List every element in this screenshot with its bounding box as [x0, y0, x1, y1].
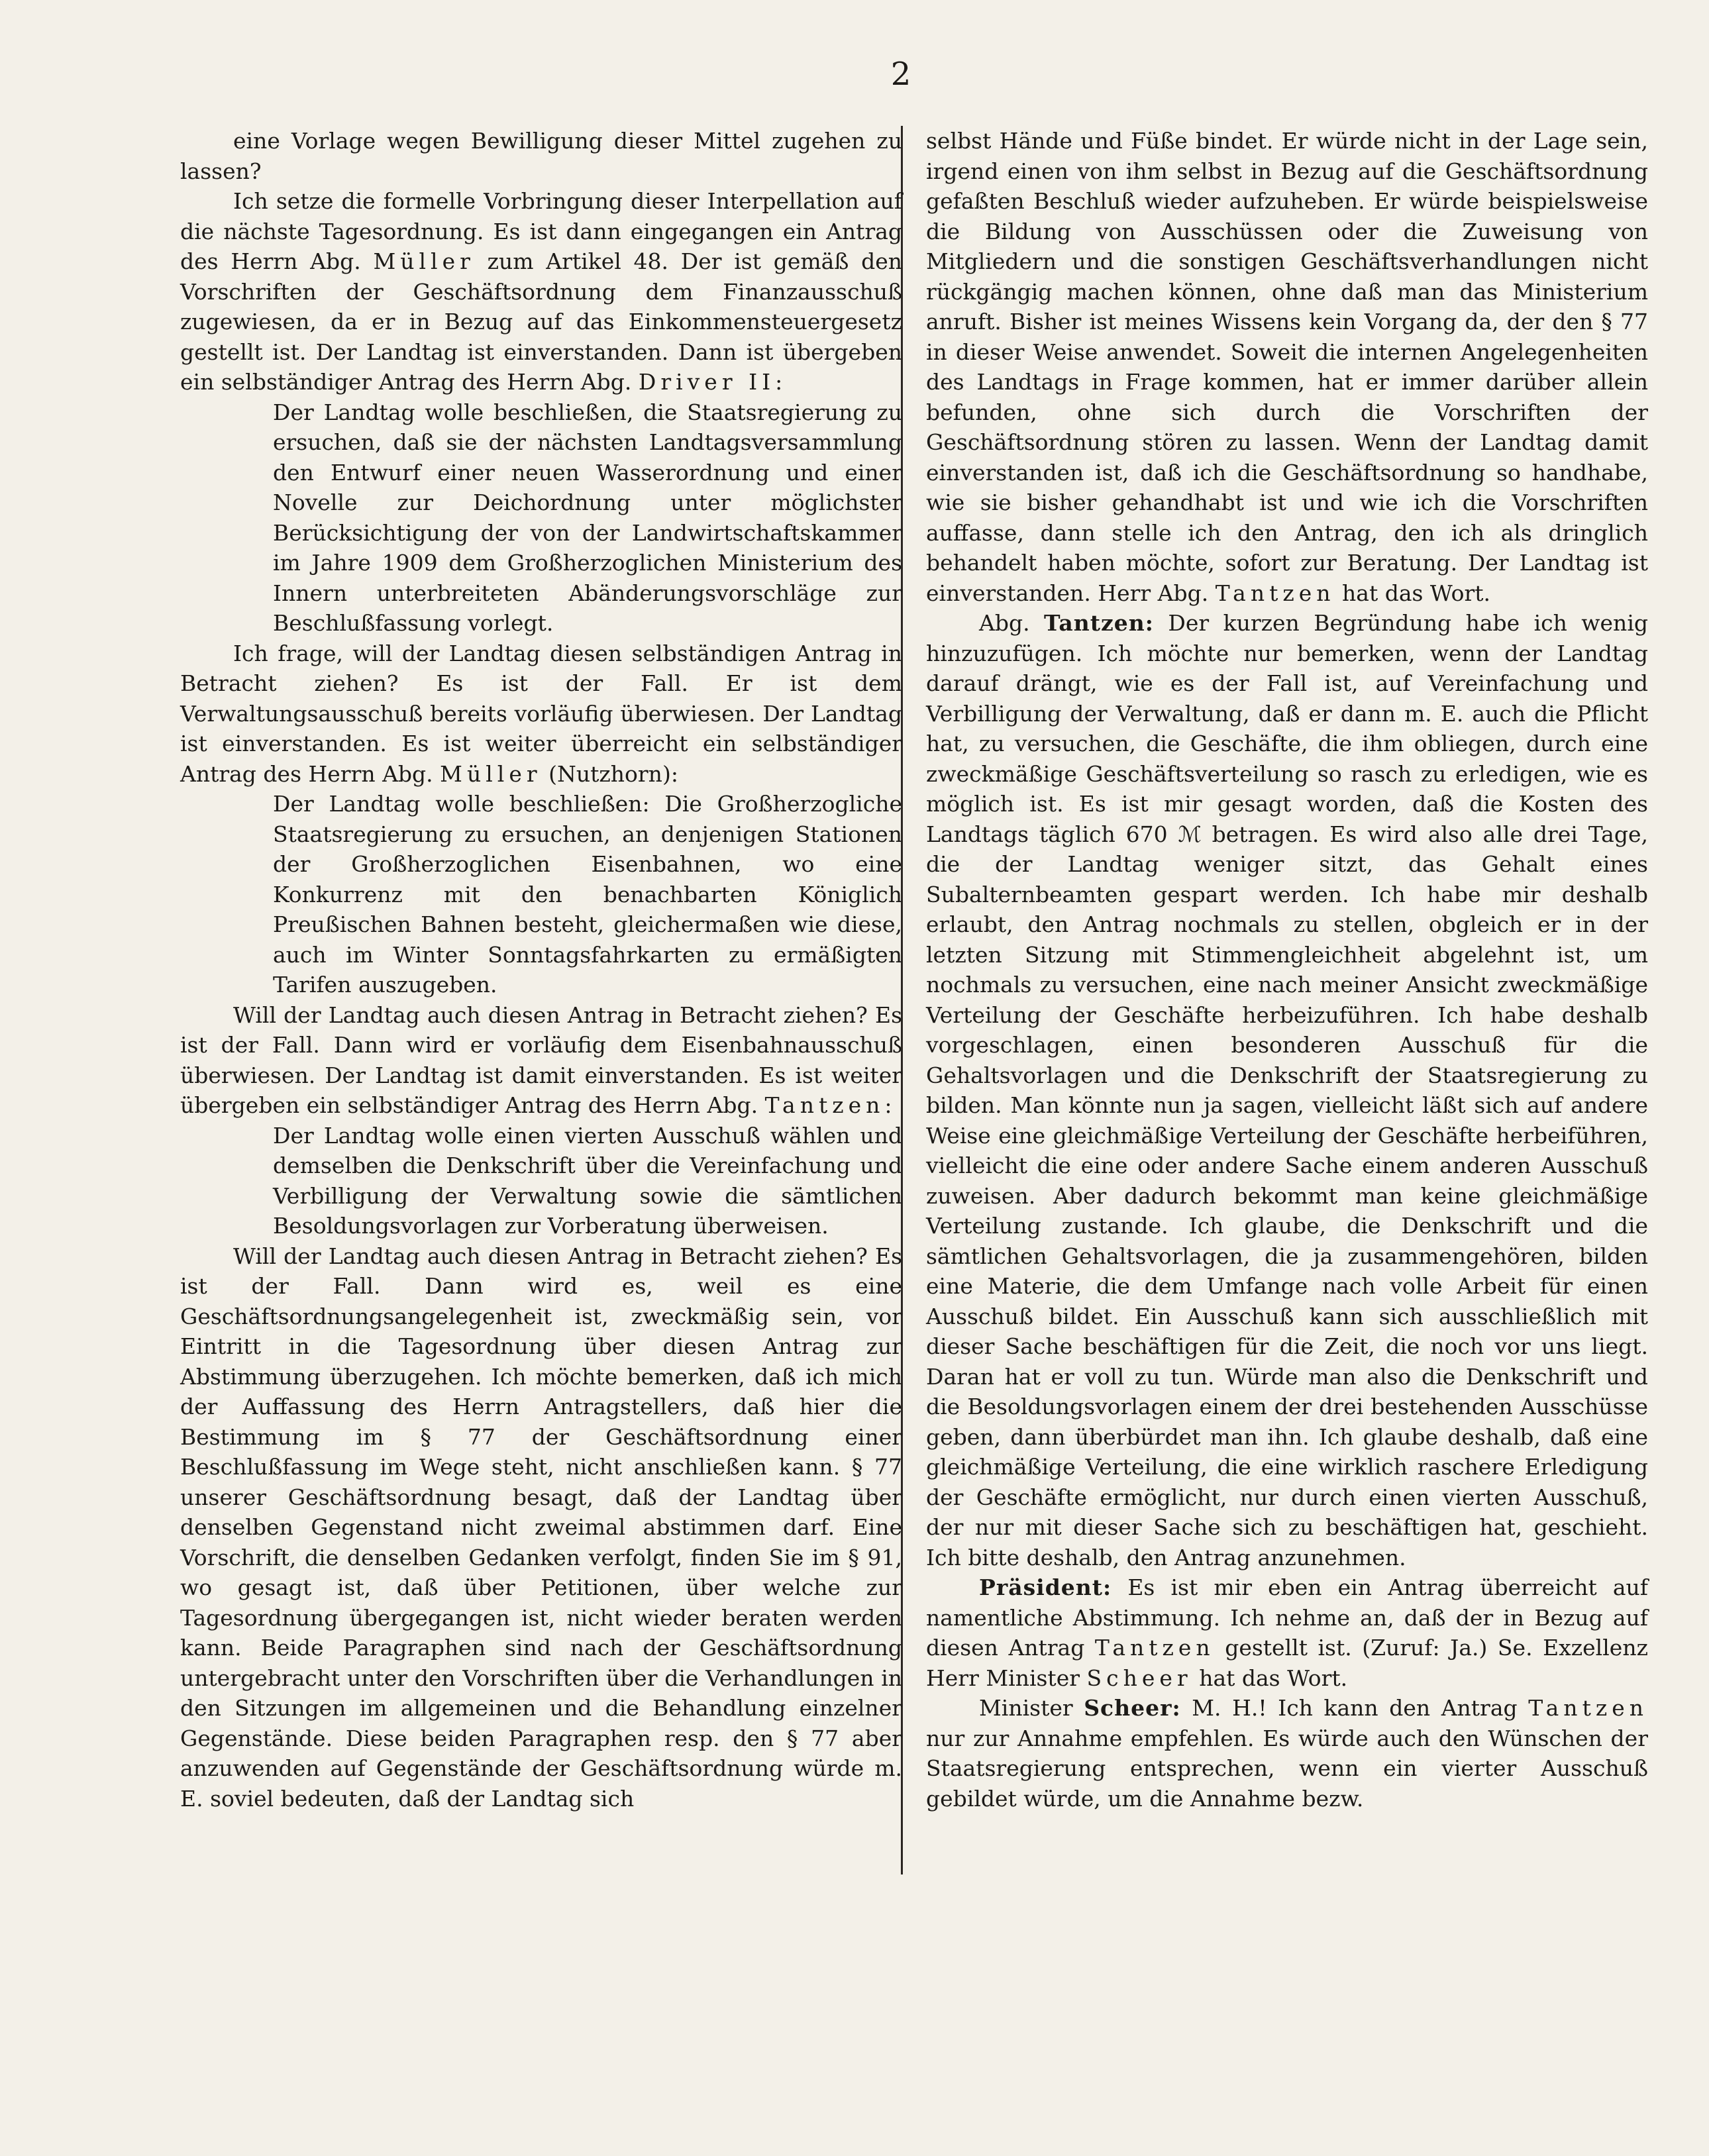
paragraph-continuation: [180, 126, 902, 186]
right-column: [926, 126, 1648, 1814]
speech-text: M. H.! Ich kann den Antrag: [1192, 1695, 1518, 1721]
speaker-name: Scheer:: [1084, 1695, 1181, 1721]
paragraph-text: (Nutzhorn):: [548, 760, 678, 787]
motion-quote-railway-tickets: Der Landtag wolle beschließen: Die Großherzogliche Staatsregierung zu ersuchen, an denjenigen Stationen der Großherzoglichen Eisenbahnen, wo eine Konkurrenz mit den benachbarten Königlich Preußischen Bahnen besteht, gleichermaßen wie diese, auch im Winter Sonntagsfahrkarten zu ermäßigten Tarifen auszugeben.: [273, 791, 902, 998]
member-name: Müller: [440, 760, 542, 787]
paragraph-text: Ich frage, will der Landtag diesen selbständigen Antrag in Betracht ziehen? Es ist der Fall. Er ist dem Verwaltungsausschuß bereits vorläufig überwiesen. Der Landtag ist einverstanden. Es ist weiter überreicht ein selbständiger Antrag des Herrn Abg.: [180, 640, 902, 787]
speaker-title: Minister: [979, 1695, 1073, 1721]
page-number: 2: [890, 56, 911, 93]
paragraph-text: zum Artikel 48. Der ist gemäß den Vorschriften der Geschäftsordnung dem Finanzausschuß zugewiesen, da er in Bezug auf das Einkommensteuergesetz gestellt ist. Der Landtag ist einverstanden. Dann ist übergeben ein selbständiger Antrag des Herrn Abg.: [180, 248, 902, 395]
member-name: Scheer: [1086, 1665, 1192, 1691]
member-name: Driver II: [638, 369, 776, 395]
member-name: Müller: [373, 248, 475, 274]
speech-text: gestellt ist. (Zuruf: Ja.) Se. Exzellenz Herr Minister: [926, 1635, 1648, 1691]
member-name: Tantzen: [764, 1092, 885, 1118]
paragraph-text: Will der Landtag auch diesen Antrag in Betracht ziehen? Es ist der Fall. Dann wird er vorläufig dem Eisenbahnausschuß überwiesen. Der Landtag ist damit einverstanden. Es ist weiter übergeben ein selbständiger Antrag des Herrn Abg.: [180, 1001, 902, 1118]
paragraph-rules-discussion: Will der Landtag auch diesen Antrag in Betracht ziehen? Es ist der Fall. Dann wird es, weil es eine Geschäftsordnungsangelegenheit ist, zweckmäßig sein, vor Eintritt in die Tagesordnung über diesen Antrag zur Abstimmung überzugehen. Ich möchte bemerken, daß ich mich der Auffassung des Herrn Antragstellers, daß hier die Bestimmung im § 77 der Geschäftsordnung einer Beschlußfassung im Wege steht, nicht anschließen kann. § 77 unserer Geschäftsordnung besagt, daß der Landtag über denselben Gegenstand nicht zweimal abstimmen darf. Eine Vorschrift, die denselben Gedanken verfolgt, finden Sie im § 91, wo gesagt ist, daß über Petitionen, über welche zur Tagesordnung übergegangen ist, nicht wieder beraten werden kann. Beide Paragraphen sind nach der Geschäftsordnung untergebracht unter den Vorschriften über die Verhandlungen in den Sitzungen im allgemeinen und die Behandlung einzelner Gegenstände. Diese beiden Paragraphen resp. den § 77 aber anzuwenden auf Gegenstände der Geschäftsordnung würde m. E. soviel bedeuten, daß der Landtag sich: [180, 1243, 902, 1812]
speech-tantzen: [926, 608, 1648, 1572]
paragraph-text: hat das Wort.: [1342, 580, 1491, 606]
speaker-name: Präsident:: [979, 1574, 1112, 1600]
motion-quote-water-ordinance: Der Landtag wolle beschließen, die Staatsregierung zu ersuchen, daß sie der nächsten Landtagsversammlung den Entwurf einer neuen Wasserordnung und einer Novelle zur Deichordnung unter möglichster Berücksichtigung der von der Landwirtschaftskammer im Jahre 1909 dem Großherzoglichen Ministerium des Innern unterbreiteten Abänderungsvorschläge zur Beschlußfassung vorlegt.: [273, 399, 902, 636]
paragraph-motion-referral: [180, 639, 902, 790]
paragraph-text: eine Vorlage wegen Bewilligung dieser Mittel zugehen zu lassen?: [180, 128, 902, 184]
member-name: Tantzen: [1528, 1695, 1648, 1721]
paragraph-text: selbst Hände und Füße bindet. Er würde nicht in der Lage sein, irgend einen von ihm selbst in Bezug auf die Geschäftsordnung gefaßten Beschluß wieder aufzuheben. Er würde beispielsweise die Bildung von Ausschüssen oder die Zuweisung von Mitgliedern und die sonstigen Geschäftsverhandlungen nicht rückgängig machen können, ohne daß man das Ministerium anruft. Bisher ist meines Wissens kein Vorgang da, der den § 77 in dieser Weise anwendet. Soweit die internen Angelegenheiten des Landtags in Frage kommen, hat er immer darüber allein befunden, ohne sich durch die Vorschriften der Geschäftsordnung stören zu lassen. Wenn der Landtag damit einverstanden ist, daß ich die Geschäftsordnung so handhabe, wie sie bisher gehandhabt ist und wie ich die Vorschriften auffasse, dann stelle ich den Antrag, den ich als dringlich behandelt haben möchte, sofort zur Beratung. Der Landtag ist einverstanden. Herr Abg.: [926, 128, 1648, 606]
speech-text: hat das Wort.: [1199, 1665, 1348, 1691]
paragraph-railway-referral: [180, 1000, 902, 1121]
motion-quote-fourth-committee: Der Landtag wolle einen vierten Ausschuß wählen und demselben die Denkschrift über die Vereinfachung und Verbilligung der Verwaltung sowie die sämtlichen Besoldungsvorlagen zur Vorberatung überweisen.: [273, 1122, 902, 1239]
left-column: [180, 126, 902, 1814]
paragraph-rules-continued: [926, 126, 1648, 608]
speech-text: Es ist mir eben ein Antrag überreicht auf namentliche Abstimmung. Ich nehme an, daß der in Bezug auf diesen Antrag: [926, 1574, 1648, 1661]
paragraph-text: :: [775, 369, 783, 395]
speaker-name: Tantzen:: [1044, 610, 1154, 636]
paragraph-text: :: [884, 1092, 892, 1118]
paragraph-agenda: [180, 186, 902, 397]
member-name: Tantzen: [1094, 1635, 1215, 1661]
speaker-title: Abg.: [979, 610, 1030, 636]
member-name: Tantzen: [1215, 580, 1335, 606]
speech-text: Der kurzen Begründung habe ich wenig hinzuzufügen. Ich möchte nur bemerken, wenn der Landtag darauf drängt, wie es der Fall ist, auf Vereinfachung und Verbilligung der Verwaltung, daß er dann m. E. auch die Pflicht hat, zu versuchen, die Geschäfte, die ihm obliegen, durch eine zweckmäßige Geschäftsverteilung so rasch zu erledigen, wie es möglich ist. Es ist mir gesagt worden, daß die Kosten des Landtags täglich 670 ℳ betragen. Es wird also alle drei Tage, die der Landtag weniger sitzt, das Gehalt eines Subalternbeamten gespart werden. Ich habe mir deshalb erlaubt, den Antrag nochmals zu stellen, obgleich er in der letzten Sitzung mit Stimmengleichheit abgelehnt ist, um nochmals zu versuchen, eine nach meiner Ansicht zweckmäßige Verteilung der Geschäfte herbeizuführen. Ich habe deshalb vorgeschlagen, einen besonderen Ausschuß für die Gehaltsvorlagen und die Denkschrift der Staatsregierung zu bilden. Man könnte nun ja sagen, vielleicht läßt sich auf andere Weise eine gleichmäßige Verteilung der Geschäfte herbeiführen, vielleicht die eine oder andere Sache einem anderen Ausschuß zuweisen. Aber dadurch bekommt man keine gleichmäßige Verteilung zustande. Ich glaube, die Denkschrift und die sämtlichen Gehaltsvorlagen, die ja zusammengehören, bilden eine Materie, die dem Umfange nach volle Arbeit für einen Ausschuß bildet. Ein Ausschuß kann sich ausschließlich mit dieser Sache beschäftigen für die Zeit, die noch vor uns liegt. Daran hat er voll zu tun. Würde man also die Denkschrift und die Besoldungsvorlagen einem der drei bestehenden Ausschüsse geben, dann überbürdet man ihn. Ich glaube deshalb, daß eine gleichmäßige Verteilung, die eine wirklich raschere Erledigung der Geschäfte ermöglicht, nur durch einen vierten Ausschuß, der nur mit dieser Sache sich zu beschäftigen hat, geschieht. Ich bitte deshalb, den Antrag anzunehmen.: [926, 610, 1648, 1570]
paragraph-text: Ich setze die formelle Vorbringung dieser Interpellation auf die nächste Tagesordnung. Es ist dann eingegangen ein Antrag des Herrn Abg.: [180, 188, 902, 274]
speech-text: nur zur Annahme empfehlen. Es würde auch den Wünschen der Staatsregierung entsprechen, wenn ein vierter Ausschuß gebildet würde, um die Annahme bezw.: [926, 1725, 1648, 1812]
speech-president: [926, 1572, 1648, 1693]
speech-minister-scheer: [926, 1693, 1648, 1814]
